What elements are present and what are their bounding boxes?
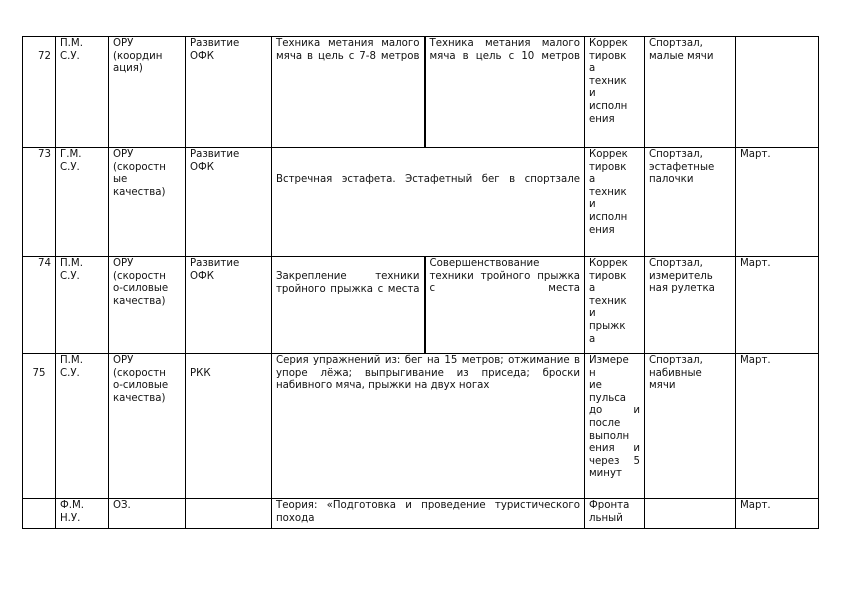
content-cell: Теория: «Подготовка и проведение туристического похода bbox=[272, 499, 585, 529]
control-line: прыжк bbox=[589, 320, 626, 332]
control-line: тировк bbox=[589, 161, 627, 173]
control-line: техник bbox=[589, 186, 627, 198]
control-line: пульса bbox=[589, 392, 627, 404]
type-cell bbox=[109, 354, 186, 499]
type-cell bbox=[109, 257, 186, 354]
content-line: упоре лёжа; выпрыгивание из приседа; броски набивного мяча, прыжки на двух ногах bbox=[276, 367, 580, 392]
date-cell bbox=[736, 37, 819, 148]
section-cell bbox=[186, 37, 272, 148]
type-line: ОРУ bbox=[113, 355, 134, 366]
table-row bbox=[23, 257, 819, 354]
control-line: тировк bbox=[589, 50, 627, 62]
control-cell bbox=[585, 499, 645, 529]
class-line: Н.У. bbox=[60, 512, 81, 524]
control-line: а bbox=[589, 63, 596, 75]
section-line: РКК bbox=[190, 368, 211, 379]
control-line: Коррек bbox=[589, 258, 628, 269]
class-cell bbox=[56, 499, 109, 529]
control-line: ения bbox=[589, 113, 615, 125]
section-line: Развитие bbox=[190, 38, 240, 49]
control-line: Коррек bbox=[589, 149, 628, 160]
type-line: (координ bbox=[113, 50, 163, 62]
control-line: исполн bbox=[589, 211, 628, 223]
date-cell: Март. bbox=[736, 499, 819, 529]
type-cell bbox=[109, 37, 186, 148]
equipment-cell: Спортзал, малые мячи bbox=[645, 37, 736, 148]
control-line: выполн bbox=[589, 430, 630, 442]
lesson-number: 75 bbox=[23, 354, 56, 499]
control-line: минут bbox=[589, 468, 622, 480]
table-row bbox=[23, 37, 819, 148]
section-line: Развитие bbox=[190, 258, 240, 269]
content-cell: Закрепление техники тройного прыжка с места bbox=[272, 257, 425, 354]
section-cell bbox=[186, 499, 272, 529]
type-line: ОРУ bbox=[113, 149, 134, 160]
control-line: техник bbox=[589, 295, 627, 307]
equipment-cell: Спортзал, набивные мячи bbox=[645, 354, 736, 499]
control-line: техник bbox=[589, 75, 627, 87]
type-line: качества) bbox=[113, 392, 166, 404]
section-line: ОФК bbox=[190, 270, 215, 282]
class-line: Ф.М. bbox=[60, 500, 85, 511]
section-line: Развитие bbox=[190, 149, 240, 160]
type-line: (скоростн bbox=[113, 270, 166, 282]
control-line: льный bbox=[589, 512, 623, 524]
content-cell-secondary: Техника метания малого мяча в цель с 10 метров bbox=[425, 37, 585, 148]
control-cell bbox=[585, 148, 645, 257]
control-line: и bbox=[589, 88, 596, 100]
class-cell bbox=[56, 354, 109, 499]
class-cell bbox=[56, 37, 109, 148]
control-cell bbox=[585, 257, 645, 354]
content-cell: Техника метания малого мяча в цель с 7-8 метров bbox=[272, 37, 425, 148]
lesson-plan-table bbox=[22, 36, 819, 529]
table-row bbox=[23, 499, 819, 529]
lesson-number: 74 bbox=[23, 257, 56, 354]
content-cell-secondary: Совершенствование техники тройного прыжка с места bbox=[425, 257, 585, 354]
control-line: а bbox=[589, 333, 596, 345]
type-line: качества) bbox=[113, 186, 166, 198]
table-row bbox=[23, 148, 819, 257]
control-line: Коррек bbox=[589, 38, 628, 49]
lesson-number: 72 bbox=[23, 37, 56, 148]
class-line: С.У. bbox=[60, 50, 80, 62]
lesson-number bbox=[23, 499, 56, 529]
equipment-cell: Спортзал, измеритель ная рулетка bbox=[645, 257, 736, 354]
type-line: о-силовые bbox=[113, 283, 169, 295]
class-line: П.М. bbox=[60, 258, 83, 269]
type-line: (скоростн bbox=[113, 367, 166, 379]
section-line: ОФК bbox=[190, 50, 215, 62]
control-cell bbox=[585, 354, 645, 499]
control-line: ения bbox=[589, 224, 615, 236]
control-line: после bbox=[589, 417, 621, 429]
date-cell: Март. bbox=[736, 354, 819, 499]
type-line: ация) bbox=[113, 63, 143, 75]
class-cell bbox=[56, 148, 109, 257]
type-line: ОРУ bbox=[113, 38, 134, 49]
lesson-number: 73 bbox=[23, 148, 56, 257]
equipment-cell bbox=[645, 499, 736, 529]
control-line: и bbox=[589, 308, 596, 320]
class-line: П.М. bbox=[60, 38, 83, 49]
control-line: ие bbox=[589, 380, 602, 392]
table-row bbox=[23, 354, 819, 499]
type-cell bbox=[109, 148, 186, 257]
control-line: а bbox=[589, 174, 596, 186]
control-line: н bbox=[589, 367, 596, 379]
class-line: С.У. bbox=[60, 270, 80, 282]
content-cell bbox=[272, 354, 585, 499]
control-line: Фронта bbox=[589, 500, 630, 511]
type-line: ОРУ bbox=[113, 258, 134, 269]
control-line: через 5 bbox=[589, 455, 640, 467]
type-line: ые bbox=[113, 174, 128, 186]
class-line: С.У. bbox=[60, 161, 80, 173]
type-line: качества) bbox=[113, 295, 166, 307]
class-line: П.М. bbox=[60, 355, 83, 366]
section-line: ОФК bbox=[190, 161, 215, 173]
section-cell bbox=[186, 148, 272, 257]
date-cell: Март. bbox=[736, 257, 819, 354]
control-line: исполн bbox=[589, 100, 628, 112]
content-line: Серия упражнений из: бег на 15 метров; отжимание в bbox=[276, 355, 580, 366]
section-cell bbox=[186, 354, 272, 499]
content-cell: Встречная эстафета. Эстафетный бег в спортзале bbox=[272, 148, 585, 257]
control-line: Измере bbox=[589, 355, 629, 366]
control-cell bbox=[585, 37, 645, 148]
equipment-cell: Спортзал, эстафетные палочки bbox=[645, 148, 736, 257]
section-cell bbox=[186, 257, 272, 354]
type-line: о-силовые bbox=[113, 380, 169, 392]
type-line: ОЗ. bbox=[113, 500, 131, 511]
control-line: тировк bbox=[589, 270, 627, 282]
control-line: ения и bbox=[589, 443, 640, 455]
date-cell: Март. bbox=[736, 148, 819, 257]
control-line: а bbox=[589, 283, 596, 295]
control-line: и bbox=[589, 199, 596, 211]
type-cell bbox=[109, 499, 186, 529]
control-line: до и bbox=[589, 405, 640, 417]
class-line: Г.М. bbox=[60, 149, 82, 160]
type-line: (скоростн bbox=[113, 161, 166, 173]
class-cell bbox=[56, 257, 109, 354]
class-line: С.У. bbox=[60, 367, 80, 379]
